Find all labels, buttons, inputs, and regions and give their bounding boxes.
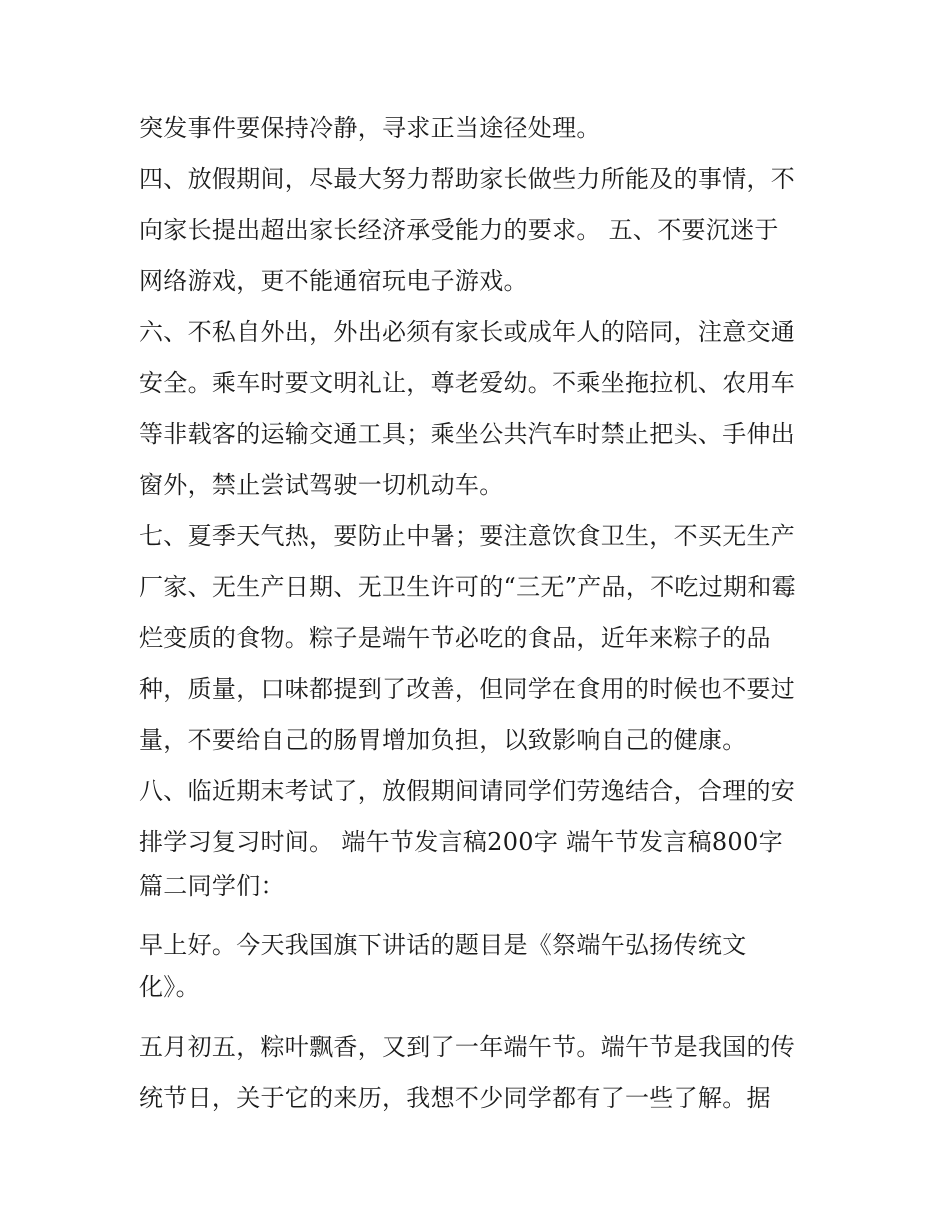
text-line: 窗外，禁止尝试驾驶一切机动车。 (139, 471, 504, 499)
text-line: 化》。 (139, 973, 200, 1001)
text-line: 统节日，关于它的来历，我想不少同学都有了一些了解。据 (139, 1084, 771, 1112)
text-line: 量，不要给自己的肠胃增加负担，以致影响自己的健康。 (139, 726, 747, 754)
text-line: 烂变质的食物。粽子是端午节必吃的食品，近年来粽子的品 (139, 624, 771, 652)
text-line: 六、不私自外出，外出必须有家长或成年人的陪同，注意交通 (139, 318, 796, 346)
text-line: 篇二同学们： (139, 872, 285, 900)
text-line: 网络游戏，更不能通宿玩电子游戏。 (139, 267, 528, 295)
text-line: 七、夏季天气热，要防止中暑；要注意饮食卫生，不买无生产 (139, 522, 796, 550)
text-line: 八、临近期末考试了，放假期间请同学们劳逸结合，合理的安 (139, 777, 796, 805)
text-line: 突发事件要保持冷静，寻求正当途径处理。 (139, 114, 601, 142)
text-line: 早上好。今天我国旗下讲话的题目是《祭端午弘扬传统文 (139, 931, 747, 959)
text-line: 四、放假期间，尽最大努力帮助家长做些力所能及的事情，不 (139, 165, 796, 193)
text-line: 等非载客的运输交通工具；乘坐公共汽车时禁止把头、手伸出 (139, 420, 796, 448)
text-line: 安全。乘车时要文明礼让，尊老爱幼。不乘坐拖拉机、农用车 (139, 369, 796, 397)
text-line: 厂家、无生产日期、无卫生许可的“三无”产品，不吃过期和霉 (139, 573, 796, 601)
text-line: 排学习复习时间。 端午节发言稿200字 端午节发言稿800字 (139, 828, 783, 856)
text-line: 种，质量，口味都提到了改善，但同学在食用的时候也不要过 (139, 675, 796, 703)
text-line: 向家长提出超出家长经济承受能力的要求。 五、不要沉迷于 (139, 216, 779, 244)
text-line: 五月初五，粽叶飘香，又到了一年端午节。端午节是我国的传 (139, 1033, 796, 1061)
